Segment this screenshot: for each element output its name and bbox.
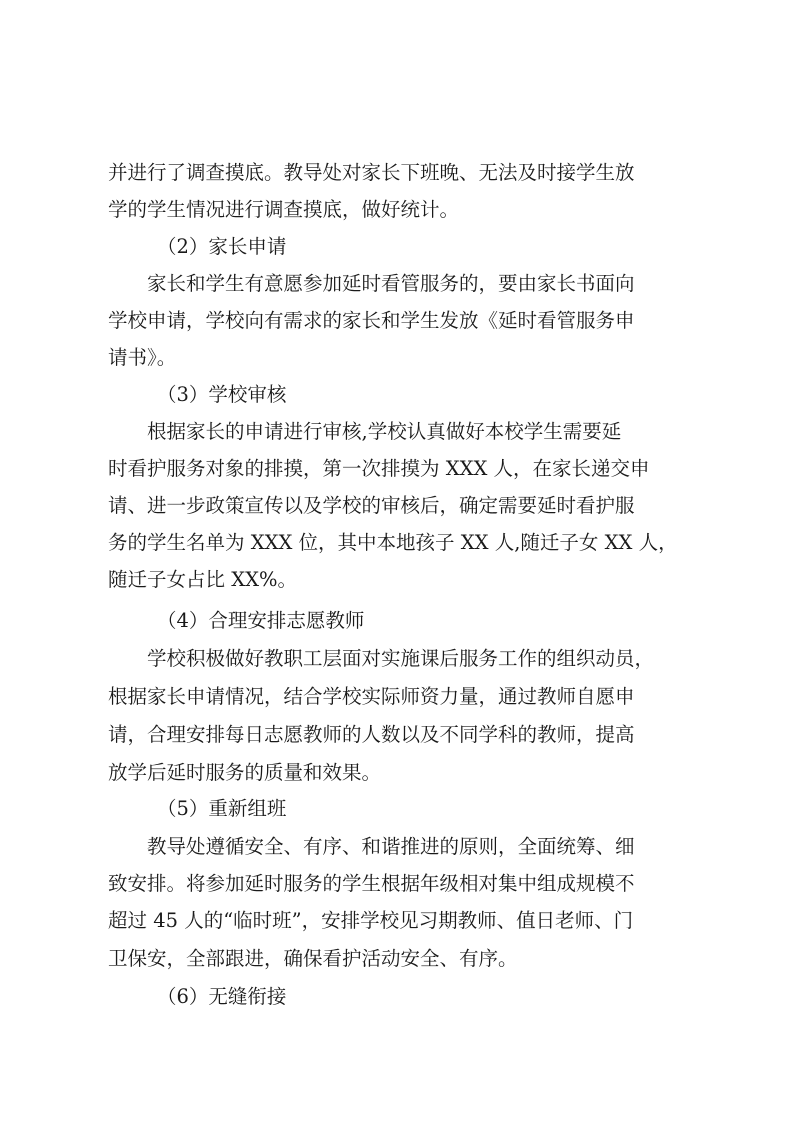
paragraph-line: 请，合理安排每日志愿教师的人数以及不同学科的教师，提高 xyxy=(108,723,635,746)
paragraph-line: 并进行了调查摸底。教导处对家长下班晚、无法及时接学生放 xyxy=(108,161,635,184)
paragraph-line: 请书》。 xyxy=(108,346,177,369)
paragraph-line: 学的学生情况进行调查摸底，做好统计。 xyxy=(108,198,460,221)
paragraph-line: 卫保安，全部跟进，确保看护活动安全、有序。 xyxy=(108,947,518,970)
section-heading: （3）学校审核 xyxy=(157,383,287,406)
paragraph-line: 学校申请，学校向有需求的家长和学生发放《延时看管服务申 xyxy=(108,309,635,332)
paragraph-line: 根据家长申请情况，结合学校实际师资力量，通过教师自愿申 xyxy=(108,685,635,708)
section-heading: （2）家长申请 xyxy=(157,235,287,258)
paragraph-line: 超过 45 人的“临时班”，安排学校见习期教师、值日老师、门 xyxy=(108,909,634,932)
paragraph-line: 随迁子女占比 XX%。 xyxy=(108,568,297,591)
paragraph-line: 务的学生名单为 XXX 位，其中本地孩子 XX 人,随迁子女 XX 人， xyxy=(108,531,678,554)
section-heading: （4）合理安排志愿教师 xyxy=(157,609,365,632)
paragraph-line: 致安排。将参加延时服务的学生根据年级相对集中组成规模不 xyxy=(108,872,635,895)
paragraph-line: 教导处遵循安全、有序、和谐推进的原则，全面统筹、细 xyxy=(147,835,635,858)
paragraph-line: 放学后延时服务的质量和效果。 xyxy=(108,761,382,784)
paragraph-line: 根据家长的申请进行审核,学校认真做好本校学生需要延 xyxy=(147,420,622,443)
paragraph-line: 请、进一步政策宣传以及学校的审核后，确定需要延时看护服 xyxy=(108,494,635,517)
paragraph-line: 学校积极做好教职工层面对实施课后服务工作的组织动员， xyxy=(147,647,655,670)
paragraph-line: 家长和学生有意愿参加延时看管服务的，要由家长书面向 xyxy=(147,272,635,295)
paragraph-line: 时看护服务对象的排摸，第一次排摸为 XXX 人，在家长递交申 xyxy=(108,457,650,480)
section-heading: （5）重新组班 xyxy=(157,797,287,820)
section-heading: （6）无缝衔接 xyxy=(157,985,287,1008)
